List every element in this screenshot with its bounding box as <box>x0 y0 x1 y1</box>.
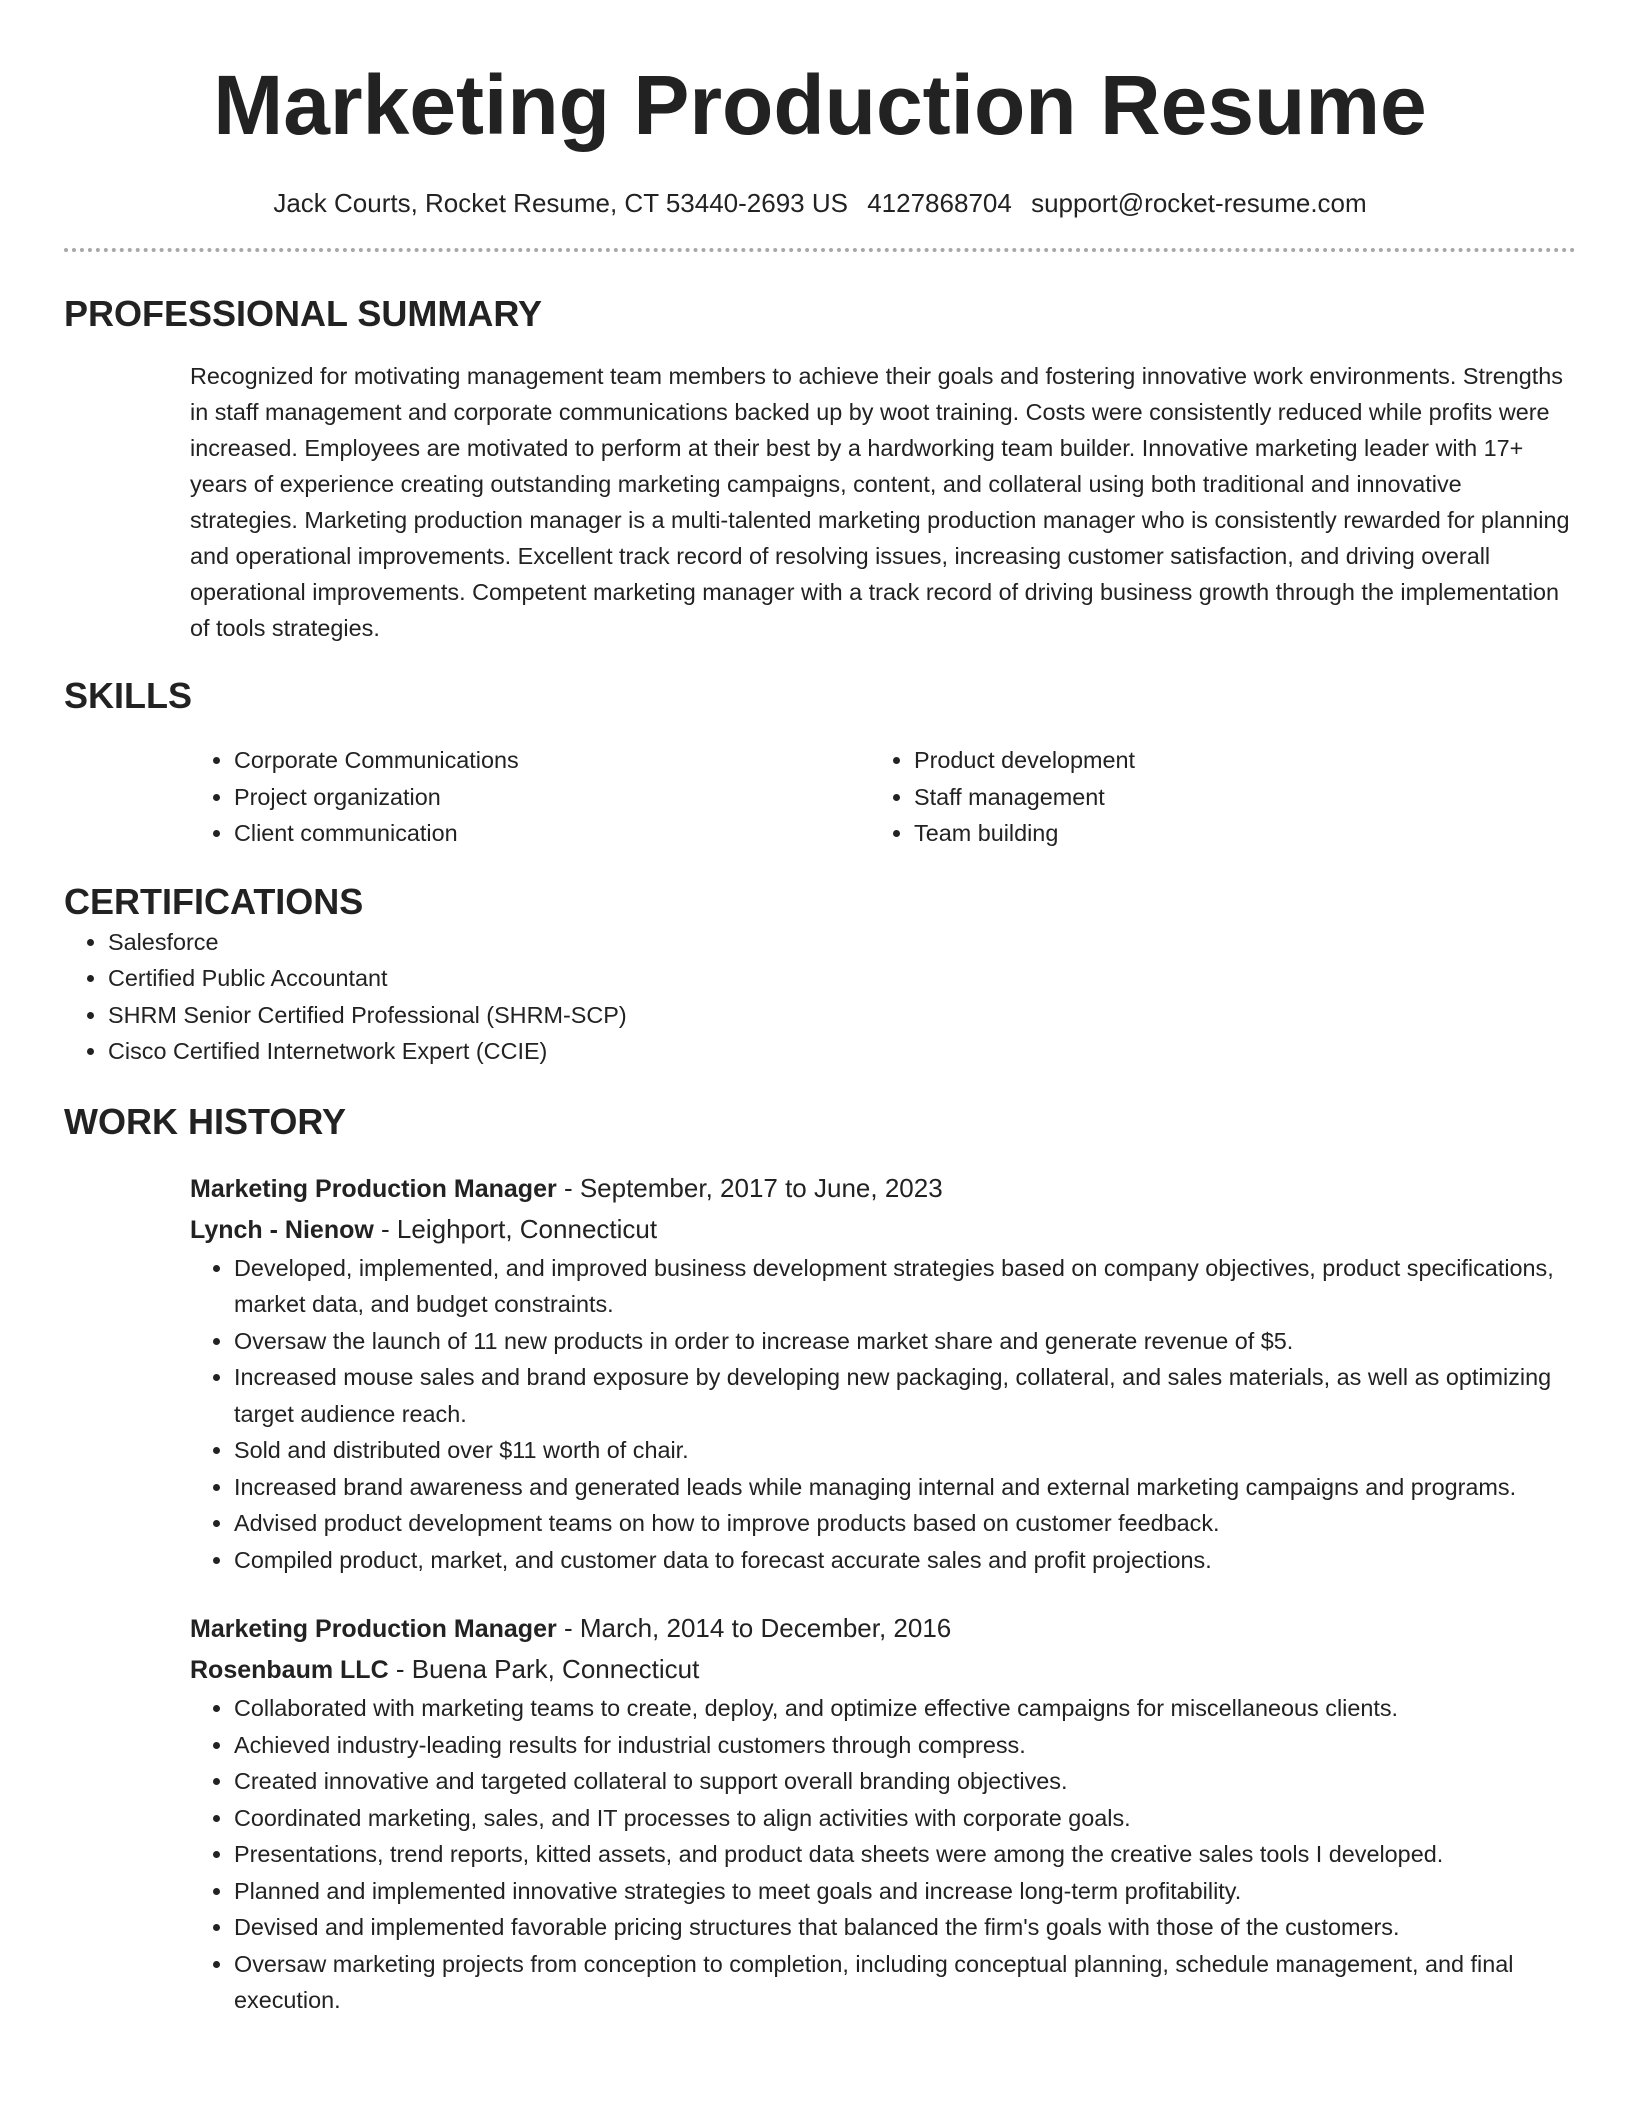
job-title-line <box>190 1168 1576 1209</box>
header-divider <box>64 248 1576 252</box>
job-bullet: • Increased brand awareness and generated leads while managing internal and external marketing campaigns and programs. <box>234 1469 1576 1506</box>
certification-item: • Salesforce <box>108 924 1576 961</box>
job-bullet: • Coordinated marketing, sales, and IT processes to align activities with corporate goals. <box>234 1800 1576 1837</box>
skills-section <box>64 674 1576 852</box>
job-location: - Leighport, Connecticut <box>373 1213 658 1244</box>
certification-item: • Certified Public Accountant <box>108 960 1576 997</box>
contact-email: support@rocket-resume.com <box>1031 188 1367 218</box>
certifications-list <box>64 924 1576 1070</box>
work-history-heading: WORK HISTORY <box>64 1100 347 1142</box>
job-bullet: • Devised and implemented favorable pricing structures that balanced the firm's goals with those of the customers. <box>234 1909 1576 1946</box>
job-company-line <box>190 1209 1576 1250</box>
job-company: Lynch - Nienow <box>190 1215 374 1244</box>
job-bullet: • Oversaw the launch of 11 new products in order to increase market share and generate revenue of $5. <box>234 1323 1576 1360</box>
resume-page <box>64 0 1576 2019</box>
certifications-heading: CERTIFICATIONS <box>64 880 364 922</box>
page-title: Marketing Production Resume <box>213 58 1427 152</box>
skills-grid <box>190 742 1576 852</box>
job-bullets <box>190 1690 1576 2019</box>
skill-item: • Product development <box>914 742 1550 779</box>
summary-text: Recognized for motivating management team members to achieve their goals and fostering innovative work environments. Strengths in staff management and corporate communications backed up by woot training. Costs were consistently reduced while profits were increased. Employees are motivated to perform at their best by a hardworking team builder. Innovative marketing leader with 17+ years of experience creating outstanding marketing campaigns, content, and collateral using both traditional and innovative strategies. Marketing production manager is a multi-talented marketing production manager who is consistently rewarded for planning and operational improvements. Excellent track record of resolving issues, increasing customer satisfaction, and driving overall operational improvements. Competent marketing manager with a track record of driving business growth through the implementation of tools strategies. <box>190 363 1570 641</box>
job-bullet: • Presentations, trend reports, kitted assets, and product data sheets were among the creative sales tools I developed. <box>234 1836 1576 1873</box>
skill-item: • Staff management <box>914 779 1550 816</box>
job-bullet: • Achieved industry-leading results for industrial customers through compress. <box>234 1727 1576 1764</box>
work-history-section <box>64 1100 1576 2019</box>
job-dates: - September, 2017 to June, 2023 <box>556 1172 943 1203</box>
skills-list-left <box>190 742 870 852</box>
job-bullet: • Oversaw marketing projects from conception to completion, including conceptual planning, schedule management, and final execution. <box>234 1946 1576 2019</box>
job-company: Rosenbaum LLC <box>190 1656 389 1684</box>
skill-item: • Project organization <box>234 779 870 816</box>
contact-address: Jack Courts, Rocket Resume, CT 53440-2693 US <box>273 188 848 218</box>
job-bullet: • Developed, implemented, and improved business development strategies based on company objectives, product specifications, market data, and budget constraints. <box>234 1250 1576 1323</box>
contact-line <box>64 186 1576 220</box>
job-bullet: • Collaborated with marketing teams to create, deploy, and optimize effective campaigns for miscellaneous clients. <box>234 1690 1576 1727</box>
job-title: Marketing Production Manager <box>190 1174 557 1203</box>
job-bullet: • Planned and implemented innovative strategies to meet goals and increase long-term profitability. <box>234 1873 1576 1910</box>
job-bullet: • Compiled product, market, and customer data to forecast accurate sales and profit projections. <box>234 1542 1576 1579</box>
skill-item: • Client communication <box>234 815 870 852</box>
summary-heading: PROFESSIONAL SUMMARY <box>64 293 543 334</box>
job-bullet: • Created innovative and targeted collateral to support overall branding objectives. <box>234 1763 1576 1800</box>
skills-list-right <box>870 742 1550 852</box>
skill-item: • Team building <box>914 815 1550 852</box>
job-entry <box>190 1168 1576 1579</box>
skill-item: • Corporate Communications <box>234 742 870 779</box>
certifications-section <box>64 880 1576 1070</box>
skills-heading: SKILLS <box>64 675 193 716</box>
job-company-line <box>190 1649 1576 1690</box>
job-bullets <box>190 1250 1576 1579</box>
job-bullet: • Sold and distributed over $11 worth of chair. <box>234 1432 1576 1469</box>
job-bullet: • Increased mouse sales and brand exposure by developing new packaging, collateral, and sales materials, as well as optimizing target audience reach. <box>234 1359 1576 1432</box>
certification-item: • SHRM Senior Certified Professional (SHRM-SCP) <box>108 997 1576 1034</box>
contact-phone: 4127868704 <box>867 188 1012 218</box>
job-title: Marketing Production Manager <box>190 1615 557 1643</box>
summary-section <box>64 292 1576 646</box>
job-bullet: • Advised product development teams on how to improve products based on customer feedback. <box>234 1505 1576 1542</box>
certification-item: • Cisco Certified Internetwork Expert (CCIE) <box>108 1033 1576 1070</box>
job-entry <box>190 1608 1576 2019</box>
job-dates: - March, 2014 to December, 2016 <box>556 1613 952 1643</box>
job-location: - Buena Park, Connecticut <box>388 1654 700 1684</box>
job-title-line <box>190 1608 1576 1649</box>
